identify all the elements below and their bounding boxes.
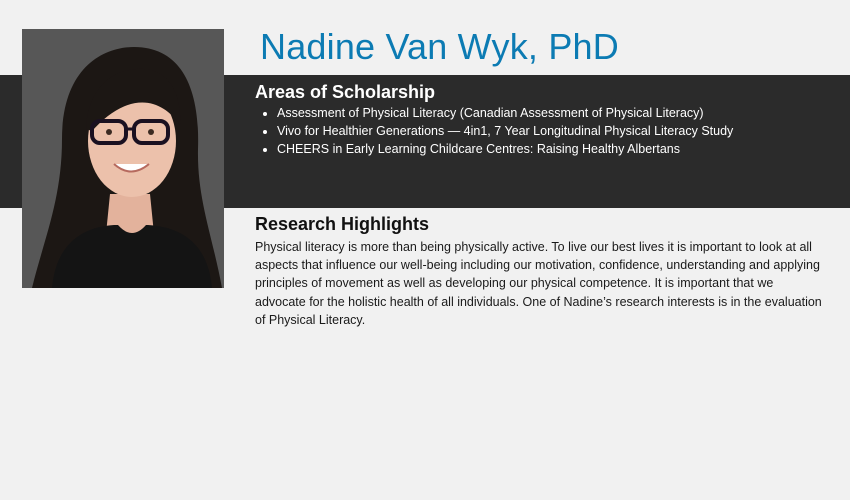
highlights-title: Research Highlights xyxy=(255,214,430,234)
list-item: • Assessment of Physical Literacy (Canadian Assessment of Physical Literacy) xyxy=(277,104,847,122)
highlights-text: Physical literacy is more than being physically active. To live our best lives it is important to look at all aspects that influence our well-being including our motivation, confidence, understanding and applying principles of movement as well as developing our physical competence. It is important that we advocate for the holistic health of all individuals. One of Nadine’s research interests is in the evaluation of Physical Literacy. xyxy=(255,240,822,327)
profile-photo xyxy=(22,29,224,288)
list-item: • Vivo for Healthier Generations — 4in1, 7 Year Longitudinal Physical Literacy Study xyxy=(277,122,847,140)
person-portrait-icon xyxy=(22,29,224,288)
list-item: • CHEERS in Early Learning Childcare Centres: Raising Healthy Albertans xyxy=(277,140,847,158)
scholarship-title: Areas of Scholarship xyxy=(255,82,436,102)
profile-name: Nadine Van Wyk, PhD xyxy=(260,26,619,67)
scholarship-list xyxy=(255,104,847,158)
